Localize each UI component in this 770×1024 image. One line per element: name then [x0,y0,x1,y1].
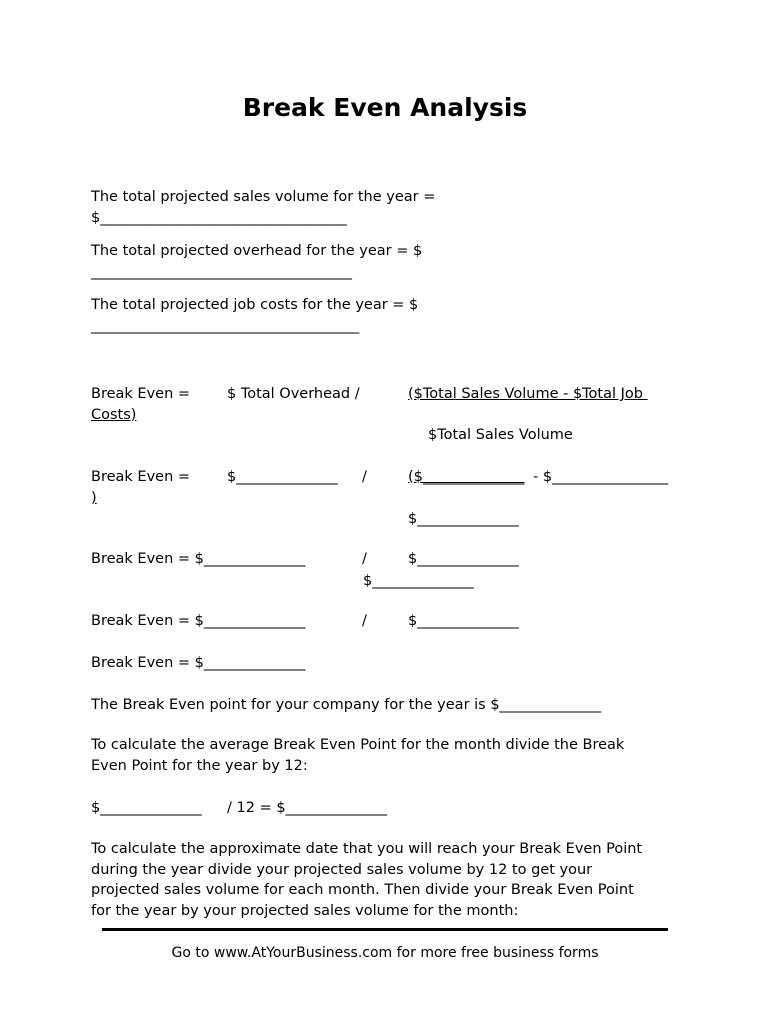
date-intro-line-4: for the year by your projected sales volume for the month: [91,903,519,919]
monthly-intro-line-1: To calculate the average Break Even Point for the month divide the Break [91,737,625,753]
formula-overhead: $ Total Overhead / [227,386,360,402]
company-break-even-point[interactable]: The Break Even point for your company for the year is $______________ [91,697,602,713]
formula-numerator: ($Total Sales Volume - $Total Job [408,386,648,402]
date-intro-line-3: projected sales volume for each month. Then divide your Break Even Point [91,882,634,898]
step2-left-blank[interactable]: $______________ [227,469,338,485]
job-costs-label: The total projected job costs for the year = $ [91,297,419,313]
step2-denominator[interactable]: $______________ [408,511,519,527]
sales-volume-label: The total projected sales volume for the year = [91,189,436,205]
formula-label: Break Even = [91,386,191,402]
sales-volume-blank[interactable]: $__________________________________ [91,210,347,226]
footer-text: Go to www.AtYourBusiness.com for more free business forms [171,945,599,961]
date-intro-line-2: during the year divide your projected sales volume by 12 to get your [91,862,593,878]
monthly-calc-left[interactable]: $______________ [91,800,202,816]
step2-minus-blank[interactable]: - $________________ [533,469,669,485]
step2-slash: / [362,469,367,485]
formula-denominator: $Total Sales Volume [428,427,573,443]
date-intro-line-1: To calculate the approximate date that you will reach your Break Even Point [91,841,643,857]
step5-label[interactable]: Break Even = $______________ [91,655,306,671]
page-title: Break Even Analysis [242,93,528,122]
overhead-label: The total projected overhead for the year = $ [91,243,423,259]
step3-slash: / [362,551,367,567]
step3-right-blank[interactable]: $______________ [408,551,519,567]
step2-paren-close: ) [91,490,97,506]
step2-label: Break Even = [91,469,191,485]
step4-right-blank[interactable]: $______________ [408,613,519,629]
step3-label[interactable]: Break Even = $______________ [91,551,306,567]
job-costs-blank[interactable]: _____________________________________ [91,318,360,334]
overhead-blank[interactable]: ____________________________________ [91,264,352,280]
step4-label[interactable]: Break Even = $______________ [91,613,306,629]
monthly-intro-line-2: Even Point for the year by 12: [91,758,308,774]
step3-below-blank[interactable]: $______________ [363,573,474,589]
step4-slash: / [362,613,367,629]
step2-paren-open[interactable]: ($______________ [408,469,525,485]
monthly-calc-right[interactable]: / 12 = $______________ [227,800,388,816]
formula-numerator-cont: Costs) [91,407,137,423]
footer-divider [102,928,668,931]
